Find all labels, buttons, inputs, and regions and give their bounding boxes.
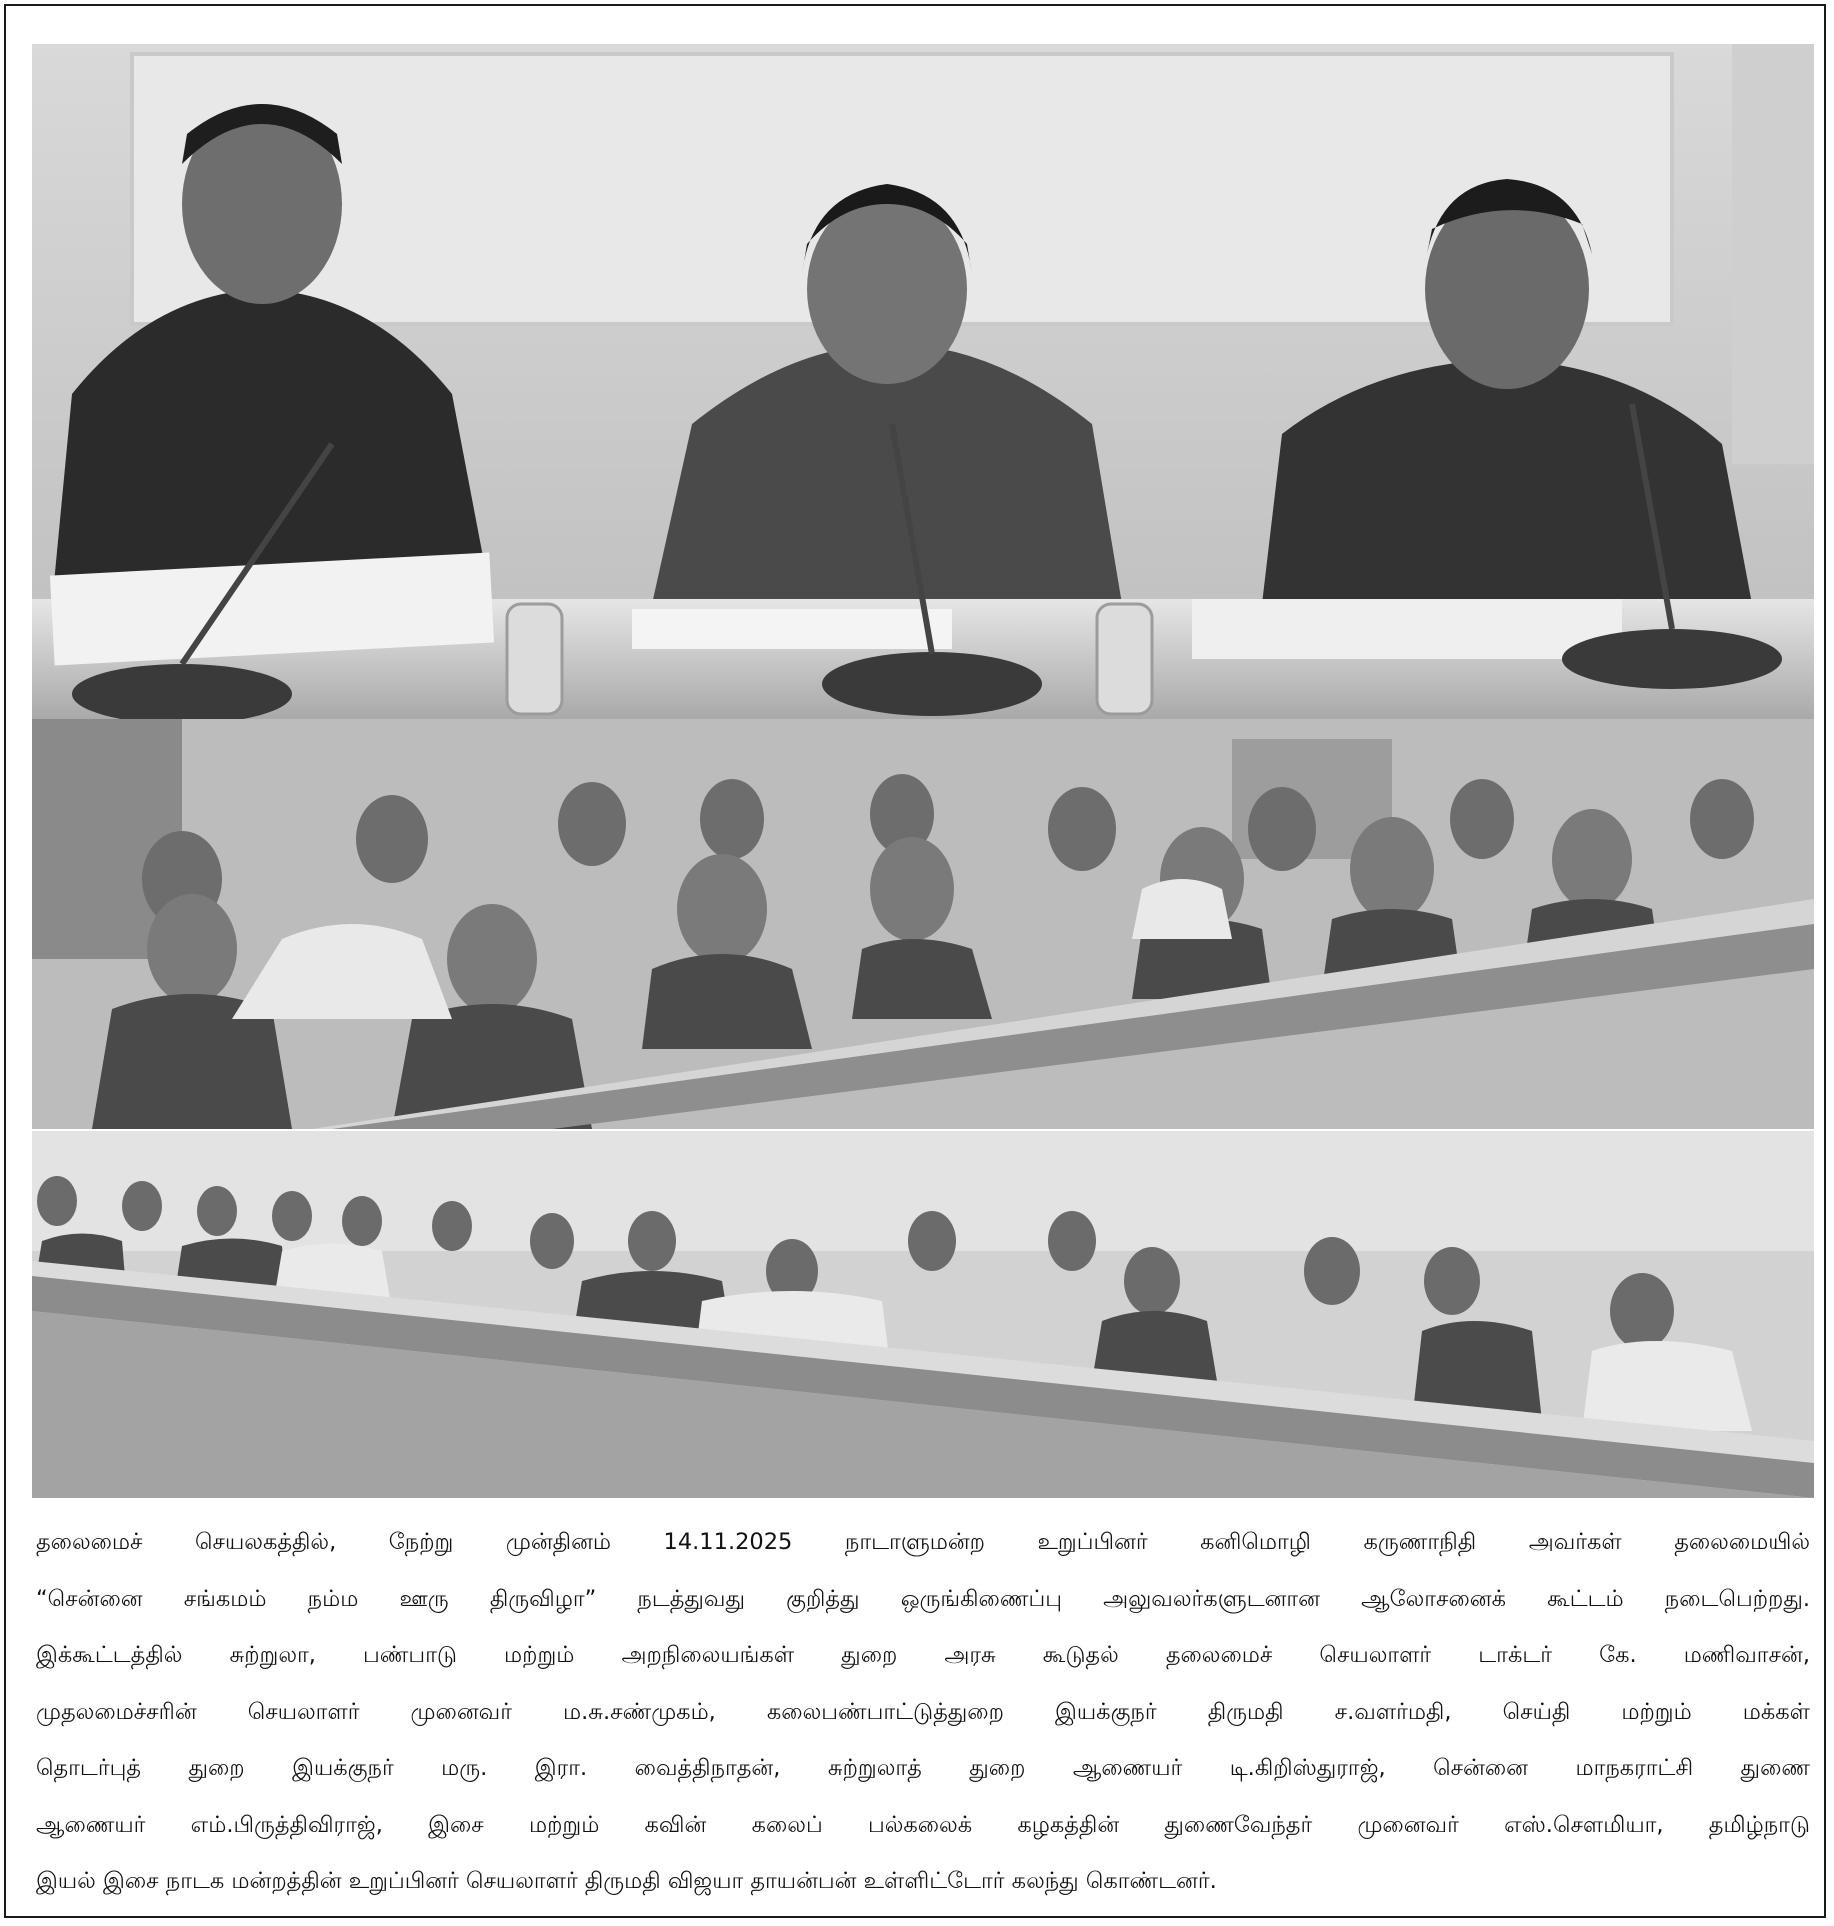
caption-line: இக்கூட்டத்தில் சுற்றுலா, பண்பாடு மற்றும் அறநிலையங்கள் துறை அரசு கூடுதல் தலைமைச் செயலாளர் டாக்டர் கே. மணிவாசன், [36,1642,1810,1668]
caption-line: “சென்னை சங்கமம் நம்ம ஊரு திருவிழா” நடத்துவது குறித்து ஒருங்கிணைப்பு அலுவலர்களுடனான ஆலோசனைக் கூட்டம் நடைபெற்றது. [36,1585,1810,1612]
caption-line: தொடர்புத் துறை இயக்குநர் மரு. இரா. வைத்திநாதன், சுற்றுலாத் துறை ஆணையர் டி.கிறிஸ்துராஜ், சென்னை மாநகராட்சி துணை [36,1755,1810,1781]
caption-line: இயல் இசை நாடக மன்றத்தின் உறுப்பினர் செயலாளர் திருமதி விஜயா தாயன்பன் உள்ளிட்டோர் கலந்து கொண்டனர். [36,1868,1217,1894]
photo-attendees-1-image [32,719,1814,1129]
caption-line: ஆணையர் எம்.பிருத்திவிராஜ், இசை மற்றும் கவின் கலைப் பல்கலைக் கழகத்தின் துணைவேந்தர் முனைவர் எஸ்.சௌமியா, தமிழ்நாடு [36,1811,1810,1838]
caption-line: தலைமைச் செயலகத்தில், நேற்று முன்தினம் 14.11.2025 நாடாளுமன்ற உறுப்பினர் கனிமொழி கருணாநிதி அவர்கள் தலைமையில் [36,1529,1810,1555]
newspaper-clipping [4,4,1826,1918]
photo-attendees-1 [32,719,1814,1129]
photo-attendees-2-image [32,1131,1814,1498]
photo-head-table [32,44,1814,719]
photo-attendees-2 [32,1131,1814,1498]
caption [36,1514,1810,1910]
caption-line: முதலமைச்சரின் செயலாளர் முனைவர் ம.சு.சண்முகம், கலைபண்பாட்டுத்துறை இயக்குநர் திருமதி ச.வளர்மதி, செய்தி மற்றும் மக்கள் [36,1698,1810,1725]
photo-head-table-image [32,44,1814,719]
